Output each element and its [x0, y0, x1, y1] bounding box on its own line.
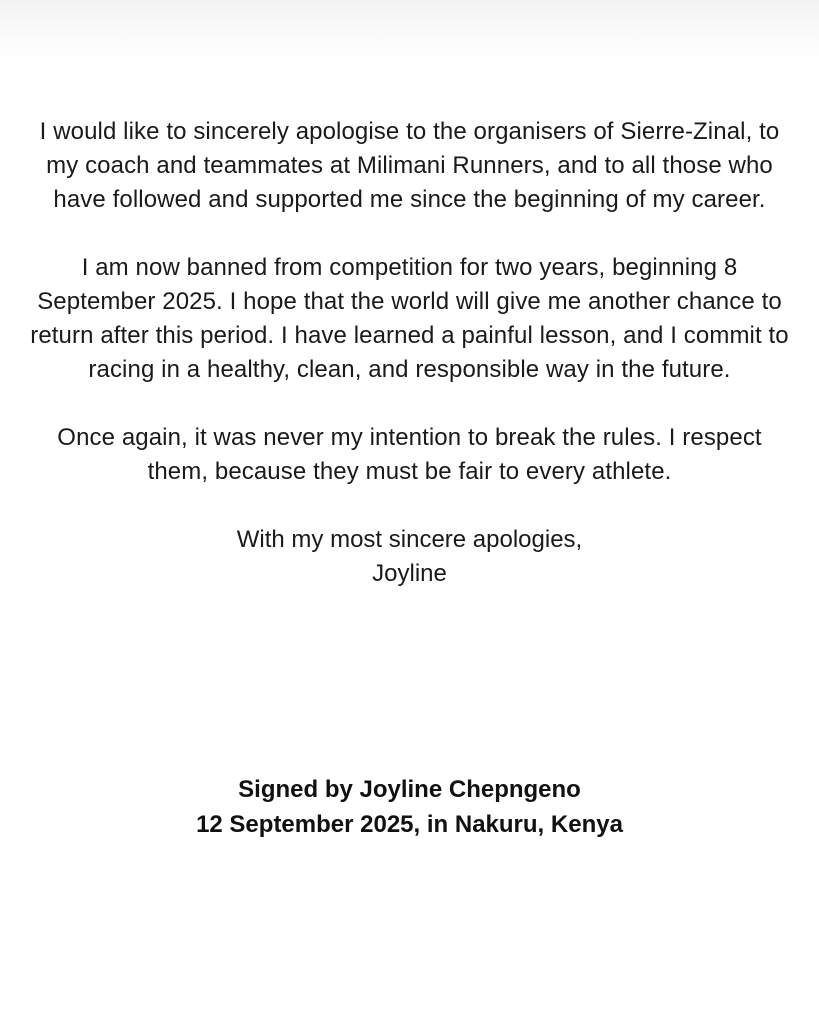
statement-body: [30, 115, 789, 591]
closing-block: [30, 523, 789, 591]
signature-block: [30, 772, 789, 842]
ban-paragraph: I am now banned from competition for two years, beginning 8 September 2025. I hope that the world will give me another chance to return after this period. I have learned a painful lesson, and I commit to racing in a healthy, clean, and responsible way in the future.: [30, 254, 789, 383]
closing-name: Joyline: [372, 560, 447, 587]
closing-line: With my most sincere apologies,: [236, 526, 583, 553]
rules-paragraph: Once again, it was never my intention to break the rules. I respect them, because they must be fair to every athlete.: [57, 424, 762, 485]
top-shade: [0, 0, 819, 60]
signature-date-place: 12 September 2025, in Nakuru, Kenya: [196, 811, 623, 838]
apology-paragraph: I would like to sincerely apologise to the organisers of Sierre-Zinal, to my coach and teammates at Milimani Runners, and to all those who have followed and supported me since the beginning of my career.: [39, 118, 780, 213]
signed-by: Signed by Joyline Chepngeno: [238, 776, 581, 803]
